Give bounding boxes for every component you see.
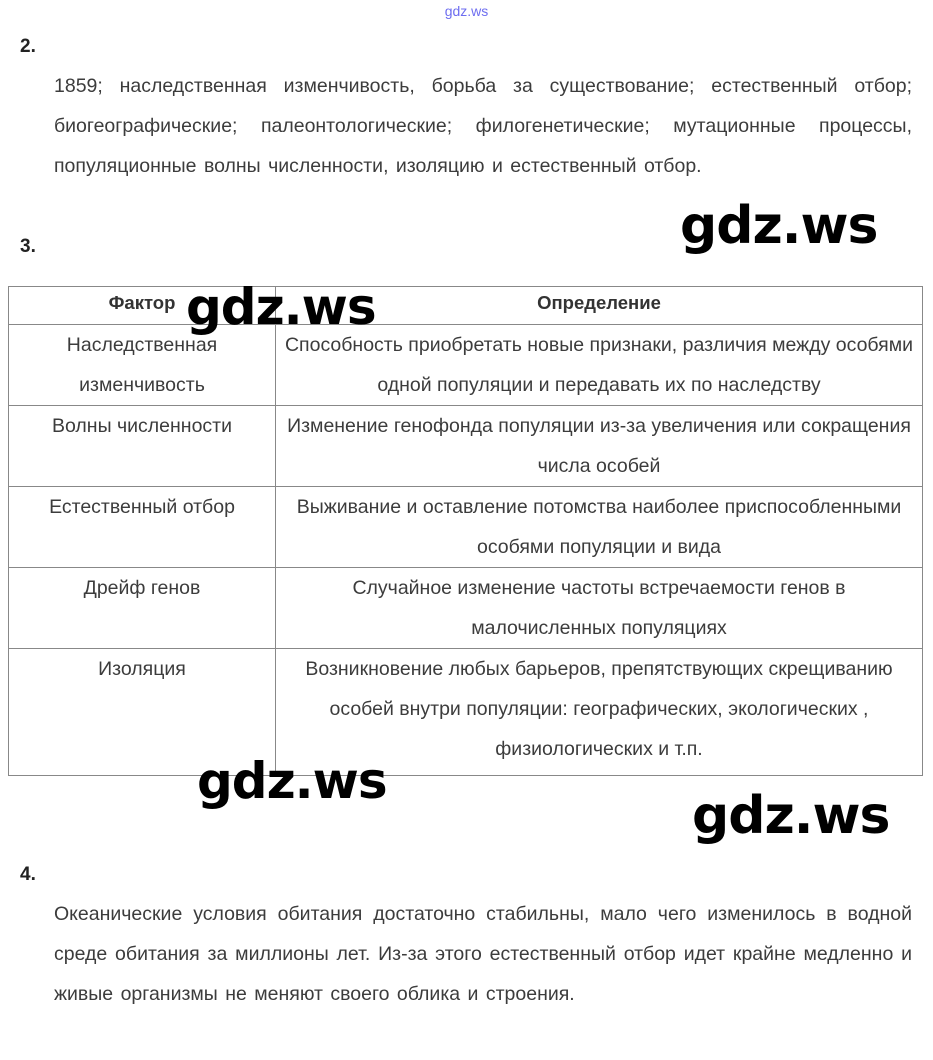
factor-cell: Естественный отбор — [9, 487, 276, 568]
factor-cell: Изоляция — [9, 649, 276, 776]
definition-cell: Способность приобретать новые признаки, различия между особями одной популяции и передавать их по наследству — [276, 325, 923, 406]
definition-cell: Случайное изменение частоты встречаемости генов в малочисленных популяциях — [276, 568, 923, 649]
watermark-top: gdz.ws — [444, 3, 489, 19]
factor-cell: Волны численности — [9, 406, 276, 487]
answer-text-4: Океанические условия обитания достаточно стабильны, мало чего изменилось в водной среде обитания за миллионы лет. Из-за этого естественный отбор идет крайне медленно и живые организмы не меняют своего облика и строения. — [54, 903, 912, 1005]
definition-cell: Возникновение любых барьеров, препятствующих скрещиванию особей внутри популяции: географических, экологических , физиологических и т.п. — [276, 649, 923, 776]
header-factor: Фактор — [9, 287, 276, 325]
table-row — [9, 487, 923, 568]
table-header-row — [9, 287, 923, 325]
watermark-1: gdz.ws — [680, 196, 878, 256]
factors-table — [8, 286, 923, 776]
table-row — [9, 406, 923, 487]
question-number-3: 3. — [20, 236, 36, 257]
table-row — [9, 568, 923, 649]
factor-cell: Дрейф генов — [9, 568, 276, 649]
watermark-2: gdz.ws — [186, 278, 376, 336]
definition-cell: Выживание и оставление потомства наиболее приспособленными особями популяции и вида — [276, 487, 923, 568]
table-row — [9, 649, 923, 776]
definition-cell: Изменение генофонда популяции из-за увеличения или сокращения числа особей — [276, 406, 923, 487]
factor-cell: Наследственная изменчивость — [9, 325, 276, 406]
watermark-3: gdz.ws — [197, 752, 387, 810]
question-number-4: 4. — [20, 864, 36, 885]
question-number-2: 2. — [20, 36, 36, 57]
header-definition: Определение — [276, 287, 923, 325]
answer-text-2: 1859; наследственная изменчивость, борьба за существование; естественный отбор; биогеографические; палеонтологические; филогенетические; мутационные процессы, популяционные волны численности, изоляцию и естественный отбор. — [54, 75, 912, 177]
table-row — [9, 325, 923, 406]
watermark-4: gdz.ws — [692, 786, 890, 846]
